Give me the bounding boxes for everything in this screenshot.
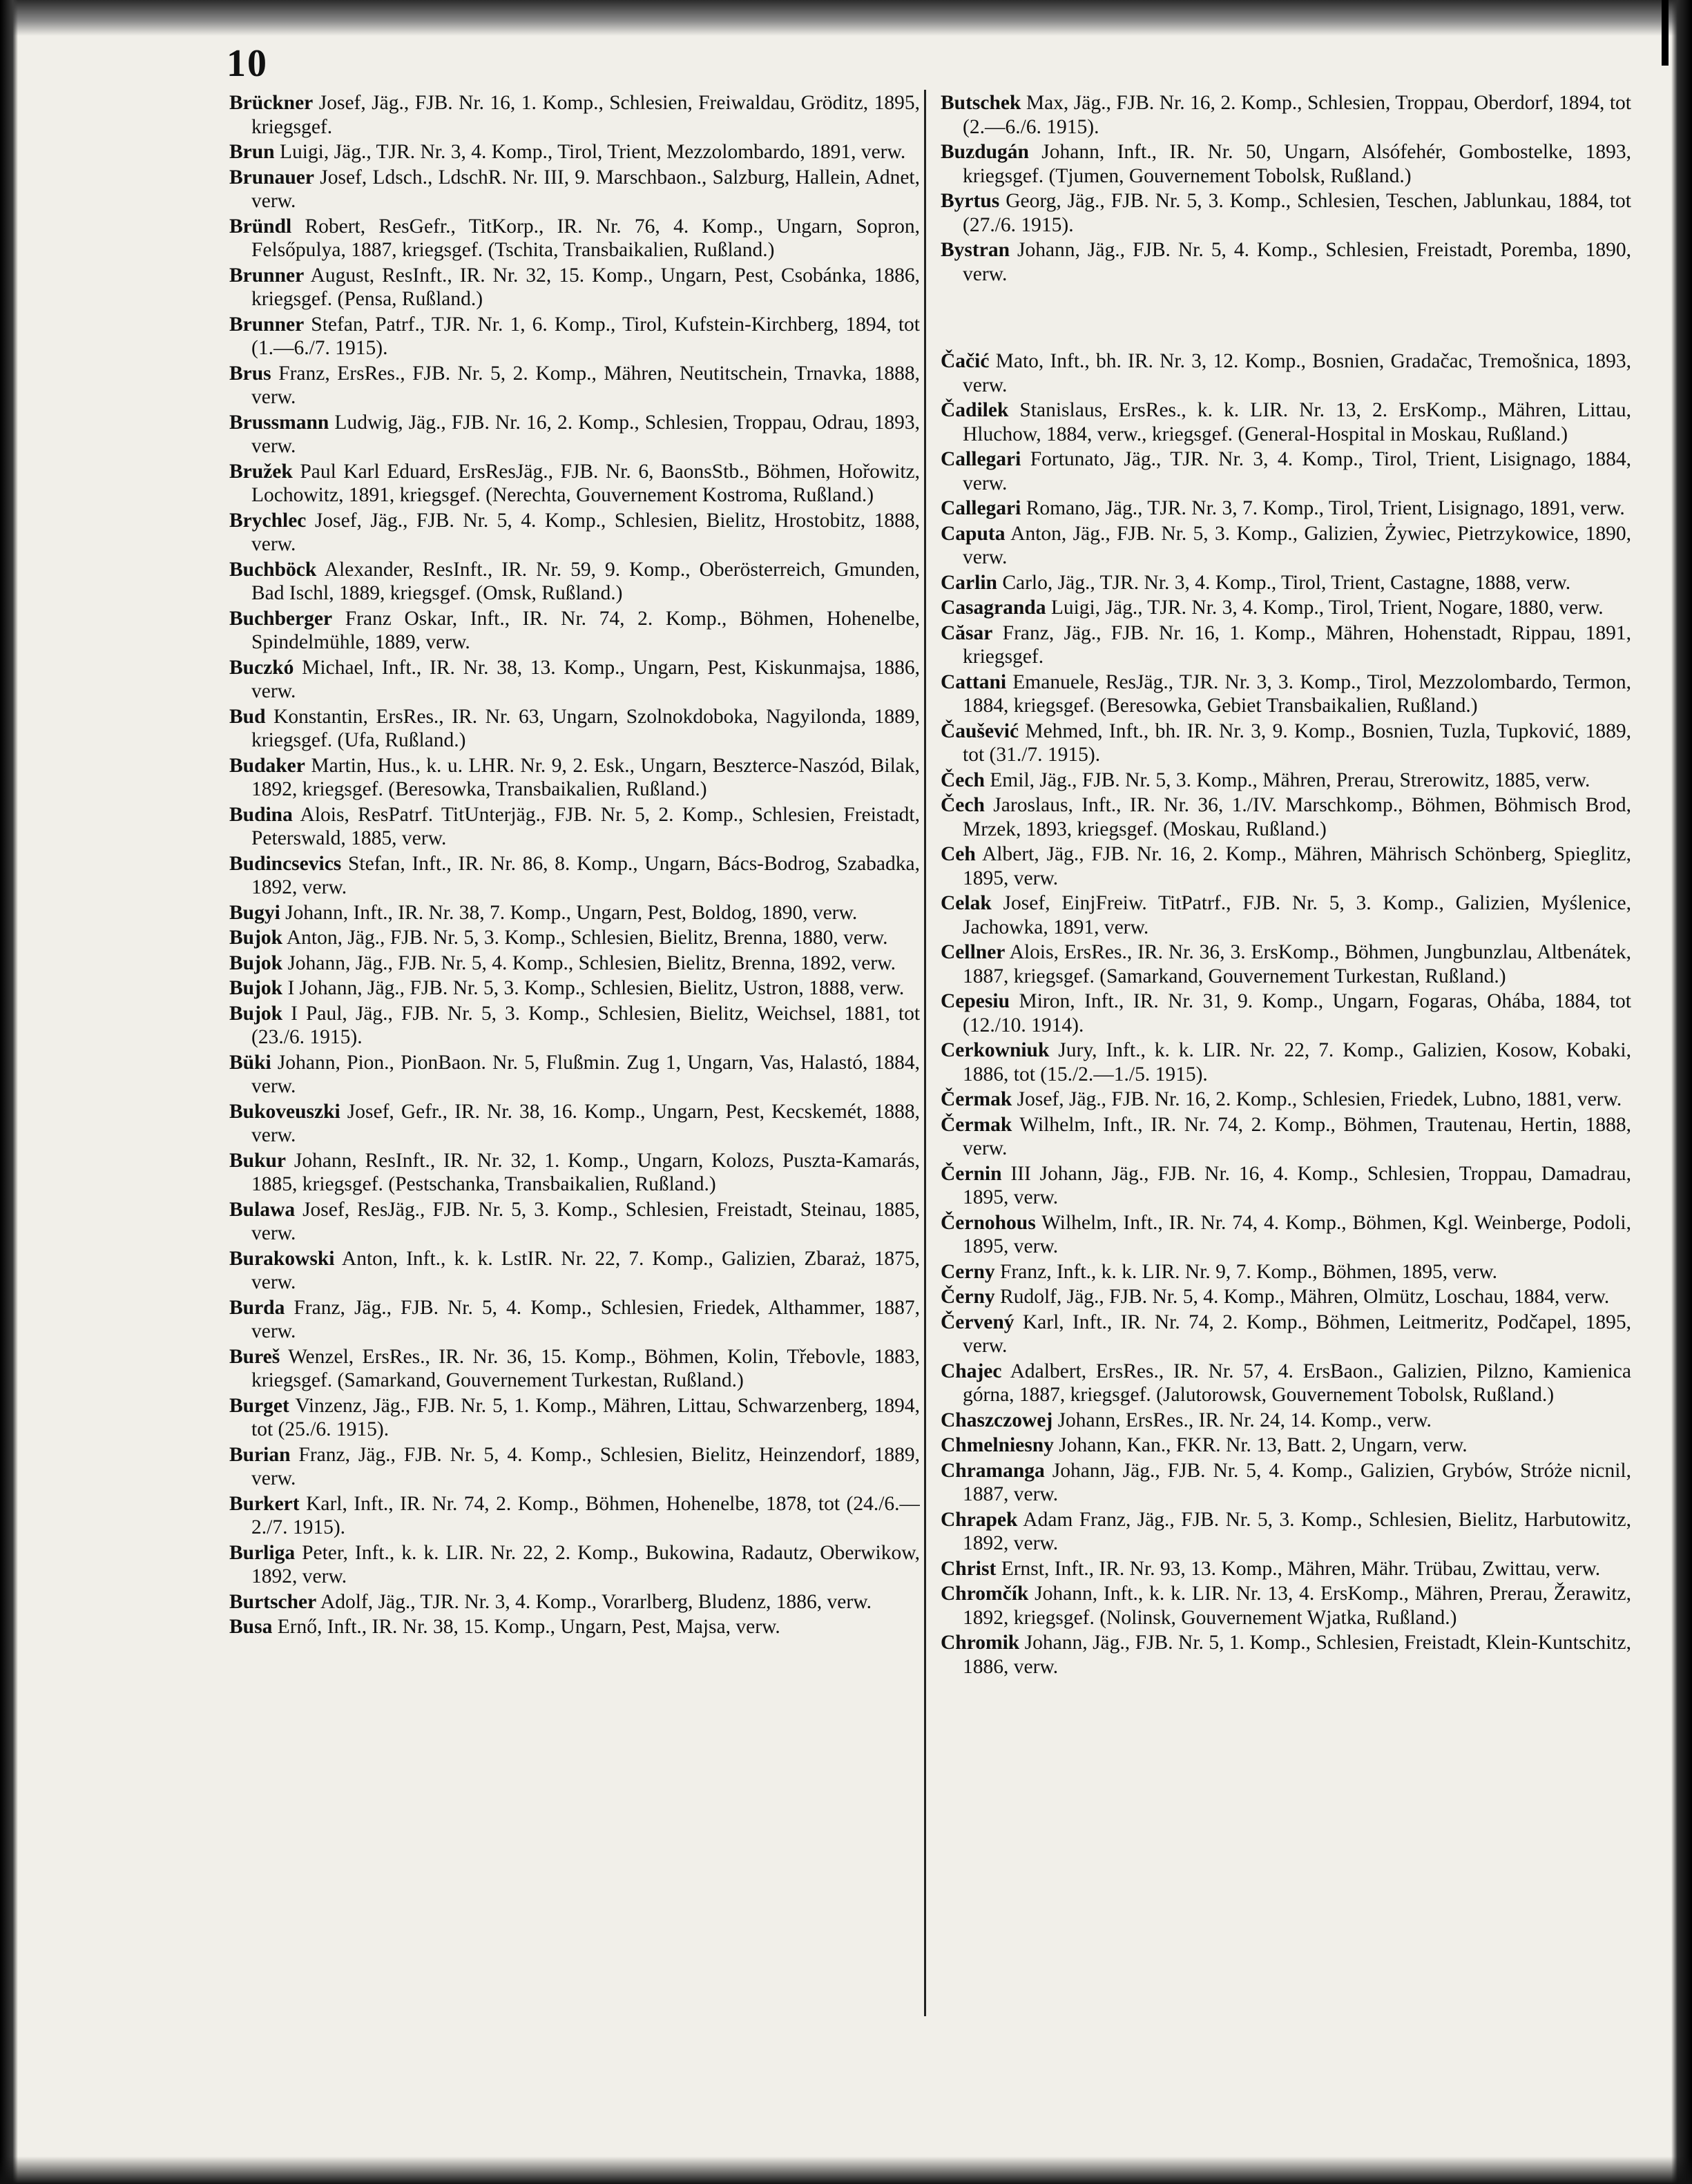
list-entry [941, 719, 1631, 767]
entry-surname: Čech [941, 769, 985, 791]
entry-details: Adam Franz, Jäg., FJB. Nr. 5, 3. Komp., Schlesien, Bielitz, Harbutowitz, 1892, verw. [963, 1508, 1631, 1554]
list-entry [941, 621, 1631, 669]
entry-surname: Casagranda [941, 597, 1046, 619]
entry-surname: Burget [229, 1394, 289, 1417]
list-entry [941, 1582, 1631, 1630]
list-entry [941, 522, 1631, 570]
scan-edge-bottom [0, 2156, 1692, 2184]
entry-surname: Cepesiu [941, 990, 1010, 1012]
list-entry [229, 1149, 920, 1197]
entry-details: Michael, Inft., IR. Nr. 38, 13. Komp., Ungarn, Pest, Kiskunmajsa, 1886, verw. [251, 656, 920, 702]
entry-details: Josef, Jäg., FJB. Nr. 16, 2. Komp., Schlesien, Friedek, Lubno, 1881, verw. [1017, 1088, 1622, 1110]
entry-details: Wilhelm, Inft., IR. Nr. 74, 2. Komp., Böhmen, Trautenau, Hertin, 1888, verw. [963, 1113, 1631, 1159]
list-entry [229, 754, 920, 802]
entry-surname: Čermak [941, 1088, 1012, 1110]
entry-surname: Büki [229, 1051, 271, 1074]
list-entry [229, 140, 920, 164]
entry-details: III Johann, Jäg., FJB. Nr. 16, 4. Komp., Schlesien, Troppau, Damadrau, 1895, verw. [963, 1162, 1631, 1208]
entry-details: Emil, Jäg., FJB. Nr. 5, 3. Komp., Mähren, Prerau, Strerowitz, 1885, verw. [990, 769, 1590, 791]
entry-details: Josef, Gefr., IR. Nr. 38, 16. Komp., Ungarn, Pest, Kecskemét, 1888, verw. [251, 1100, 920, 1146]
entry-details: Anton, Jäg., FJB. Nr. 5, 3. Komp., Galizien, Żywiec, Pietrzykowice, 1890, verw. [963, 522, 1631, 568]
list-entry [229, 558, 920, 606]
entry-surname: Brunauer [229, 166, 314, 189]
entry-details: Franz Oskar, Inft., IR. Nr. 74, 2. Komp., Böhmen, Hohenelbe, Spindelmühle, 1889, verw. [251, 607, 920, 653]
entry-details: August, ResInft., IR. Nr. 32, 15. Komp., Ungarn, Pest, Csobánka, 1886, kriegsgef. (Pensa, Rußland.) [251, 264, 920, 310]
entry-surname: Cerkowniuk [941, 1039, 1050, 1061]
list-entry [941, 940, 1631, 988]
entry-surname: Burtscher [229, 1590, 317, 1613]
entry-surname: Buchböck [229, 558, 317, 581]
entry-surname: Burda [229, 1296, 285, 1319]
entry-surname: Bystran [941, 239, 1010, 261]
entry-details: Franz, Jäg., FJB. Nr. 16, 1. Komp., Mähren, Hohenstadt, Rippau, 1891, kriegsgef. [963, 621, 1631, 668]
entry-details: Peter, Inft., k. k. LIR. Nr. 22, 2. Komp., Bukowina, Radautz, Oberwikow, 1892, verw. [251, 1541, 920, 1587]
list-entry [941, 793, 1631, 841]
entry-surname: Brussmann [229, 411, 329, 434]
list-entry [941, 1508, 1631, 1556]
entry-surname: Ceh [941, 843, 976, 865]
list-entry [941, 496, 1631, 521]
list-entry [941, 891, 1631, 939]
list-entry [229, 1492, 920, 1540]
entry-surname: Chramanga [941, 1459, 1045, 1482]
list-entry [941, 1285, 1631, 1309]
list-entry [229, 926, 920, 950]
list-entry [229, 362, 920, 409]
list-entry [229, 264, 920, 311]
entry-details: Jury, Inft., k. k. LIR. Nr. 22, 7. Komp., Galizien, Kosow, Kobaki, 1886, tot (15./2.—1./5. 1915). [963, 1039, 1631, 1085]
list-entry [229, 1051, 920, 1099]
entry-details: Stefan, Patrf., TJR. Nr. 1, 6. Komp., Tirol, Kufstein-Kirchberg, 1894, tot (1.—6./7. 1915). [251, 313, 920, 359]
entry-details: Jaroslaus, Inft., IR. Nr. 36, 1./IV. Marschkomp., Böhmen, Böhmisch Brod, Mrzek, 1893, kriegsgef. (Moskau, Rußland.) [963, 794, 1631, 840]
right-column [941, 91, 1631, 2024]
entry-surname: Bureš [229, 1345, 280, 1368]
list-entry [229, 509, 920, 557]
list-entry [229, 607, 920, 655]
entry-details: Miron, Inft., IR. Nr. 31, 9. Komp., Ungarn, Fogaras, Ohába, 1884, tot (12./10. 1914). [963, 990, 1631, 1036]
entry-details: Johann, Jäg., FJB. Nr. 5, 4. Komp., Galizien, Grybów, Stróże nicnil, 1887, verw. [963, 1459, 1631, 1505]
entry-details: Karl, Inft., IR. Nr. 74, 2. Komp., Böhmen, Hohenelbe, 1878, tot (24./6.—2./7. 1915). [251, 1492, 920, 1538]
entry-surname: Bugyi [229, 901, 280, 924]
entry-details: Fortunato, Jäg., TJR. Nr. 3, 4. Komp., Tirol, Trient, Lisignago, 1884, verw. [963, 448, 1631, 494]
list-entry [229, 656, 920, 704]
list-entry [229, 1345, 920, 1393]
list-entry [941, 1088, 1631, 1112]
list-entry [941, 1557, 1631, 1581]
list-entry [229, 1615, 920, 1639]
list-entry [941, 596, 1631, 620]
entry-details: Rudolf, Jäg., FJB. Nr. 5, 4. Komp., Mähren, Olmütz, Loschau, 1884, verw. [1000, 1286, 1610, 1308]
entry-surname: Burliga [229, 1541, 296, 1564]
entry-surname: Bružek [229, 460, 293, 483]
entry-details: Josef, Jäg., FJB. Nr. 16, 1. Komp., Schlesien, Freiwaldau, Gröditz, 1895, kriegsgef. [251, 92, 920, 138]
entry-surname: Budaker [229, 754, 305, 777]
entry-details: Wilhelm, Inft., IR. Nr. 74, 4. Komp., Böhmen, Kgl. Weinberge, Podoli, 1895, verw. [963, 1211, 1631, 1257]
entry-surname: Buchberger [229, 607, 333, 630]
entry-surname: Budina [229, 803, 293, 826]
entry-surname: Chrapek [941, 1508, 1018, 1531]
entry-surname: Cattani [941, 670, 1007, 693]
entry-surname: Brychlec [229, 509, 307, 532]
entry-surname: Busa [229, 1616, 273, 1638]
entry-details: Mato, Inft., bh. IR. Nr. 3, 12. Komp., Bosnien, Gradačac, Tremošnica, 1893, verw. [963, 350, 1631, 396]
entry-surname: Budincsevics [229, 852, 342, 875]
entry-surname: Căsar [941, 621, 993, 644]
entry-surname: Bukur [229, 1149, 286, 1172]
entry-surname: Callegari [941, 497, 1021, 519]
list-entry [941, 447, 1631, 495]
entry-surname: Bujok [229, 951, 283, 974]
entry-surname: Burkert [229, 1492, 300, 1515]
list-entry [229, 1002, 920, 1050]
entry-surname: Černin [941, 1162, 1002, 1185]
entry-surname: Butschek [941, 92, 1021, 114]
list-entry [941, 1409, 1631, 1433]
list-entry [229, 1443, 920, 1491]
list-entry [941, 1113, 1631, 1161]
entry-details: Franz, Jäg., FJB. Nr. 5, 4. Komp., Schlesien, Bielitz, Heinzendorf, 1889, verw. [251, 1443, 920, 1489]
entry-details: Ernst, Inft., IR. Nr. 93, 13. Komp., Mähren, Mähr. Trübau, Zwittau, verw. [1001, 1557, 1601, 1580]
list-entry [229, 411, 920, 458]
entry-details: Adolf, Jäg., TJR. Nr. 3, 4. Komp., Vorarlberg, Bludenz, 1886, verw. [320, 1590, 872, 1613]
list-entry [941, 1311, 1631, 1358]
entry-details: Johann, Jäg., FJB. Nr. 5, 4. Komp., Schlesien, Bielitz, Brenna, 1892, verw. [287, 951, 896, 974]
entry-details: Johann, ErsRes., IR. Nr. 24, 14. Komp., verw. [1057, 1409, 1432, 1431]
list-entry [941, 670, 1631, 718]
entry-details: Johann, Jäg., FJB. Nr. 5, 4. Komp., Schlesien, Freistadt, Poremba, 1890, verw. [963, 239, 1631, 285]
entry-details: Vinzenz, Jäg., FJB. Nr. 5, 1. Komp., Mähren, Littau, Schwarzenberg, 1894, tot (25./6. 1915). [251, 1394, 920, 1440]
list-entry [229, 1394, 920, 1442]
entry-surname: Buczkó [229, 656, 294, 679]
entry-surname: Čaušević [941, 719, 1019, 742]
list-entry [941, 769, 1631, 793]
entry-details: Franz, ErsRes., FJB. Nr. 5, 2. Komp., Mähren, Neutitschein, Trnavka, 1888, verw. [251, 362, 920, 408]
list-entry [941, 989, 1631, 1037]
list-entry [229, 215, 920, 262]
entry-details: Ernő, Inft., IR. Nr. 38, 15. Komp., Ungarn, Pest, Majsa, verw. [277, 1616, 780, 1638]
entry-surname: Bujok [229, 977, 283, 999]
entry-surname: Bujok [229, 927, 283, 949]
right-column-bottom-section [941, 349, 1631, 1679]
entry-details: Wenzel, ErsRes., IR. Nr. 36, 15. Komp., Böhmen, Kolin, Třebovle, 1883, kriegsgef. (Samarkand, Gouvernement Turkestan, Rußland.) [251, 1345, 920, 1391]
entry-surname: Brus [229, 362, 271, 385]
entry-details: Luigi, Jäg., TJR. Nr. 3, 4. Komp., Tirol, Trient, Mezzolombardo, 1891, verw. [279, 141, 906, 163]
entry-details: Anton, Jäg., FJB. Nr. 5, 3. Komp., Schlesien, Bielitz, Brenna, 1880, verw. [286, 927, 888, 949]
list-entry [941, 1631, 1631, 1679]
list-entry [229, 1100, 920, 1148]
entry-surname: Chaszczowej [941, 1409, 1053, 1431]
entry-details: Johann, Kan., FKR. Nr. 13, Batt. 2, Ungarn, verw. [1059, 1434, 1468, 1456]
list-entry [941, 1211, 1631, 1259]
list-entry [941, 189, 1631, 237]
entry-surname: Bukoveuszki [229, 1100, 340, 1123]
entry-details: Stefan, Inft., IR. Nr. 86, 8. Komp., Ungarn, Bács-Bodrog, Szabadka, 1892, verw. [251, 852, 920, 898]
entry-surname: Chajec [941, 1360, 1002, 1382]
entry-details: Johann, Jäg., FJB. Nr. 5, 1. Komp., Schlesien, Freistadt, Klein-Kuntschitz, 1886, verw. [963, 1632, 1631, 1678]
entry-details: Johann, Inft., IR. Nr. 50, Ungarn, Alsófehér, Gombostelke, 1893, kriegsgef. (Tjumen, Gouvernement Tobolsk, Rußland.) [963, 141, 1631, 187]
scan-edge-right [1671, 0, 1692, 2184]
entry-details: I Paul, Jäg., FJB. Nr. 5, 3. Komp., Schlesien, Bielitz, Weichsel, 1881, tot (23./6. 1915). [251, 1002, 920, 1048]
entry-surname: Brunner [229, 313, 305, 336]
list-entry [229, 976, 920, 1001]
entry-surname: Buzdugán [941, 141, 1029, 163]
entry-surname: Černy [941, 1286, 995, 1308]
entry-details: Martin, Hus., k. u. LHR. Nr. 9, 2. Esk., Ungarn, Beszterce-Naszód, Bilak, 1892, kriegsgef. (Beresowka, Transbaikalien, Rußland.) [251, 754, 920, 800]
entry-surname: Bründl [229, 215, 292, 238]
scan-edge-left [0, 0, 18, 2184]
list-entry [229, 1247, 920, 1295]
list-entry [229, 803, 920, 851]
list-entry [229, 901, 920, 925]
list-entry [941, 1433, 1631, 1458]
entry-surname: Cellner [941, 941, 1006, 963]
entry-details: Emanuele, ResJäg., TJR. Nr. 3, 3. Komp., Tirol, Mezzolombardo, Termon, 1884, kriegsgef. (Beresowka, Gebiet Transbaikalien, Rußland.) [963, 670, 1631, 717]
entry-details: Robert, ResGefr., TitKorp., IR. Nr. 76, 4. Komp., Ungarn, Sopron, Felsőpulya, 1887, kriegsgef. (Tschita, Transbaikalien, Rußland.) [251, 215, 920, 261]
entry-details: Johann, Inft., IR. Nr. 38, 7. Komp., Ungarn, Pest, Boldog, 1890, verw. [285, 901, 858, 924]
entry-surname: Callegari [941, 448, 1021, 470]
entry-surname: Chmelniesny [941, 1434, 1054, 1456]
list-entry [229, 91, 920, 139]
list-entry [941, 349, 1631, 397]
entry-surname: Brun [229, 141, 275, 163]
entry-details: Stanislaus, ErsRes., k. k. LIR. Nr. 13, 2. ErsKomp., Mähren, Littau, Hluchow, 1884, verw., kriegsgef. (General-Hospital in Moskau, Rußland.) [963, 399, 1631, 445]
entry-surname: Cerny [941, 1260, 995, 1283]
entry-surname: Caputa [941, 522, 1006, 545]
entry-surname: Černohous [941, 1211, 1036, 1234]
entry-details: Georg, Jäg., FJB. Nr. 5, 3. Komp., Schlesien, Teschen, Jablunkau, 1884, tot (27./6. 1915). [963, 190, 1631, 236]
entry-surname: Bud [229, 705, 266, 728]
scan-corner-mark [1662, 0, 1669, 66]
entry-details: Luigi, Jäg., TJR. Nr. 3, 4. Komp., Tirol, Trient, Nogare, 1880, verw. [1050, 597, 1604, 619]
list-entry [941, 1459, 1631, 1507]
right-column-top-section [941, 91, 1631, 286]
entry-surname: Čech [941, 794, 985, 816]
entry-details: Josef, Jäg., FJB. Nr. 5, 4. Komp., Schlesien, Bielitz, Hrostobitz, 1888, verw. [251, 509, 920, 555]
list-entry [229, 460, 920, 508]
list-entry [941, 1038, 1631, 1086]
entry-details: Konstantin, ErsRes., IR. Nr. 63, Ungarn, Szolnokdoboka, Nagyilonda, 1889, kriegsgef. (Ufa, Rußland.) [251, 705, 920, 751]
entry-details: Mehmed, Inft., bh. IR. Nr. 3, 9. Komp., Bosnien, Tuzla, Tupković, 1889, tot (31./7. 1915). [963, 719, 1631, 766]
entry-details: Josef, Ldsch., LdschR. Nr. III, 9. Marschbaon., Salzburg, Hallein, Adnet, verw. [251, 166, 920, 212]
list-entry [941, 398, 1631, 446]
list-entry [229, 166, 920, 213]
entry-details: Albert, Jäg., FJB. Nr. 16, 2. Komp., Mähren, Mährisch Schönberg, Spieglitz, 1895, verw. [963, 843, 1631, 889]
entry-details: Ludwig, Jäg., FJB. Nr. 16, 2. Komp., Schlesien, Troppau, Odrau, 1893, verw. [251, 411, 920, 457]
entry-surname: Čačić [941, 350, 990, 372]
list-entry [229, 852, 920, 900]
entry-details: Alois, ErsRes., IR. Nr. 36, 3. ErsKomp., Böhmen, Jungbunzlau, Altbenátek, 1887, kriegsgef. (Samarkand, Gouvernement Turkestan, Rußland.) [963, 941, 1631, 987]
entry-surname: Christ [941, 1557, 997, 1580]
list-entry [229, 951, 920, 976]
column-divider [924, 90, 926, 2016]
entry-details: Josef, ResJäg., FJB. Nr. 5, 3. Komp., Schlesien, Freistadt, Steinau, 1885, verw. [251, 1198, 920, 1244]
entry-details: Franz, Inft., k. k. LIR. Nr. 9, 7. Komp., Böhmen, 1895, verw. [1000, 1260, 1497, 1283]
entry-surname: Červený [941, 1311, 1015, 1333]
entry-details: Carlo, Jäg., TJR. Nr. 3, 4. Komp., Tirol, Trient, Castagne, 1888, verw. [1002, 571, 1571, 594]
entry-details: Karl, Inft., IR. Nr. 74, 2. Komp., Böhmen, Leitmeritz, Podčapel, 1895, verw. [963, 1311, 1631, 1357]
list-entry [941, 140, 1631, 188]
list-entry [941, 1162, 1631, 1210]
entry-surname: Brückner [229, 92, 314, 114]
entry-details: Johann, Pion., PionBaon. Nr. 5, Flußmin. Zug 1, Ungarn, Vas, Halastó, 1884, verw. [251, 1051, 920, 1097]
list-entry [229, 1541, 920, 1589]
entry-details: Paul Karl Eduard, ErsResJäg., FJB. Nr. 6, BaonsStb., Böhmen, Hořowitz, Lochowitz, 1891, kriegsgef. (Nerechta, Gouvernement Kostroma, Rußland.) [251, 460, 920, 506]
list-entry [941, 91, 1631, 139]
entry-details: Franz, Jäg., FJB. Nr. 5, 4. Komp., Schlesien, Friedek, Althammer, 1887, verw. [251, 1296, 920, 1342]
entry-details: Alexander, ResInft., IR. Nr. 59, 9. Komp., Oberösterreich, Gmunden, Bad Ischl, 1889, kriegsgef. (Omsk, Rußland.) [251, 558, 920, 604]
entry-surname: Byrtus [941, 190, 1000, 212]
entry-surname: Celak [941, 892, 992, 914]
entry-surname: Bujok [229, 1002, 283, 1025]
list-entry [941, 842, 1631, 890]
list-entry [229, 1296, 920, 1344]
list-entry [229, 705, 920, 753]
entry-surname: Čadilek [941, 399, 1009, 421]
entry-details: I Johann, Jäg., FJB. Nr. 5, 3. Komp., Schlesien, Bielitz, Ustron, 1888, verw. [287, 977, 905, 999]
entry-details: Max, Jäg., FJB. Nr. 16, 2. Komp., Schlesien, Troppau, Oberdorf, 1894, tot (2.—6./6. 1915). [963, 92, 1631, 138]
entry-surname: Brunner [229, 264, 305, 287]
entry-surname: Bulawa [229, 1198, 296, 1221]
entry-details: Johann, ResInft., IR. Nr. 32, 1. Komp., Ungarn, Kolozs, Puszta-Kamarás, 1885, kriegsgef. (Pestschanka, Transbaikalien, Rußland.) [251, 1149, 920, 1195]
list-entry [229, 1198, 920, 1246]
list-entry [229, 313, 920, 360]
entry-details: Josef, EinjFreiw. TitPatrf., FJB. Nr. 5, 3. Komp., Galizien, Myślenice, Jachowka, 1891, verw. [963, 892, 1631, 938]
entry-details: Anton, Inft., k. k. LstIR. Nr. 22, 7. Komp., Galizien, Zbaraż, 1875, verw. [251, 1247, 920, 1293]
list-entry [229, 1590, 920, 1614]
entry-surname: Chromčík [941, 1583, 1029, 1605]
entry-details: Alois, ResPatrf. TitUnterjäg., FJB. Nr. 5, 2. Komp., Schlesien, Freistadt, Peterswald, 1885, verw. [251, 803, 920, 849]
entry-surname: Čermak [941, 1113, 1012, 1136]
page-number: 10 [227, 42, 268, 85]
entry-surname: Burakowski [229, 1247, 335, 1270]
section-gap [941, 287, 1631, 349]
entry-details: Johann, Inft., k. k. LIR. Nr. 13, 4. ErsKomp., Mähren, Prerau, Žerawitz, 1892, kriegsgef. (Nolinsk, Gouvernement Wjatka, Rußland.) [963, 1583, 1631, 1629]
left-column [229, 91, 920, 2024]
entry-surname: Burian [229, 1443, 291, 1466]
entry-details: Romano, Jäg., TJR. Nr. 3, 7. Komp., Tirol, Trient, Lisignago, 1891, verw. [1026, 497, 1625, 519]
list-entry [941, 571, 1631, 595]
list-entry [941, 1360, 1631, 1407]
entry-surname: Chromik [941, 1632, 1020, 1654]
list-entry [941, 1260, 1631, 1284]
scan-edge-top [0, 0, 1692, 36]
list-entry [941, 238, 1631, 286]
entry-surname: Carlin [941, 571, 997, 594]
entry-details: Adalbert, ErsRes., IR. Nr. 57, 4. ErsBaon., Galizien, Pilzno, Kamienica górna, 1887, kriegsgef. (Jalutorowsk, Gouvernement Tobolsk, Rußland.) [963, 1360, 1631, 1406]
